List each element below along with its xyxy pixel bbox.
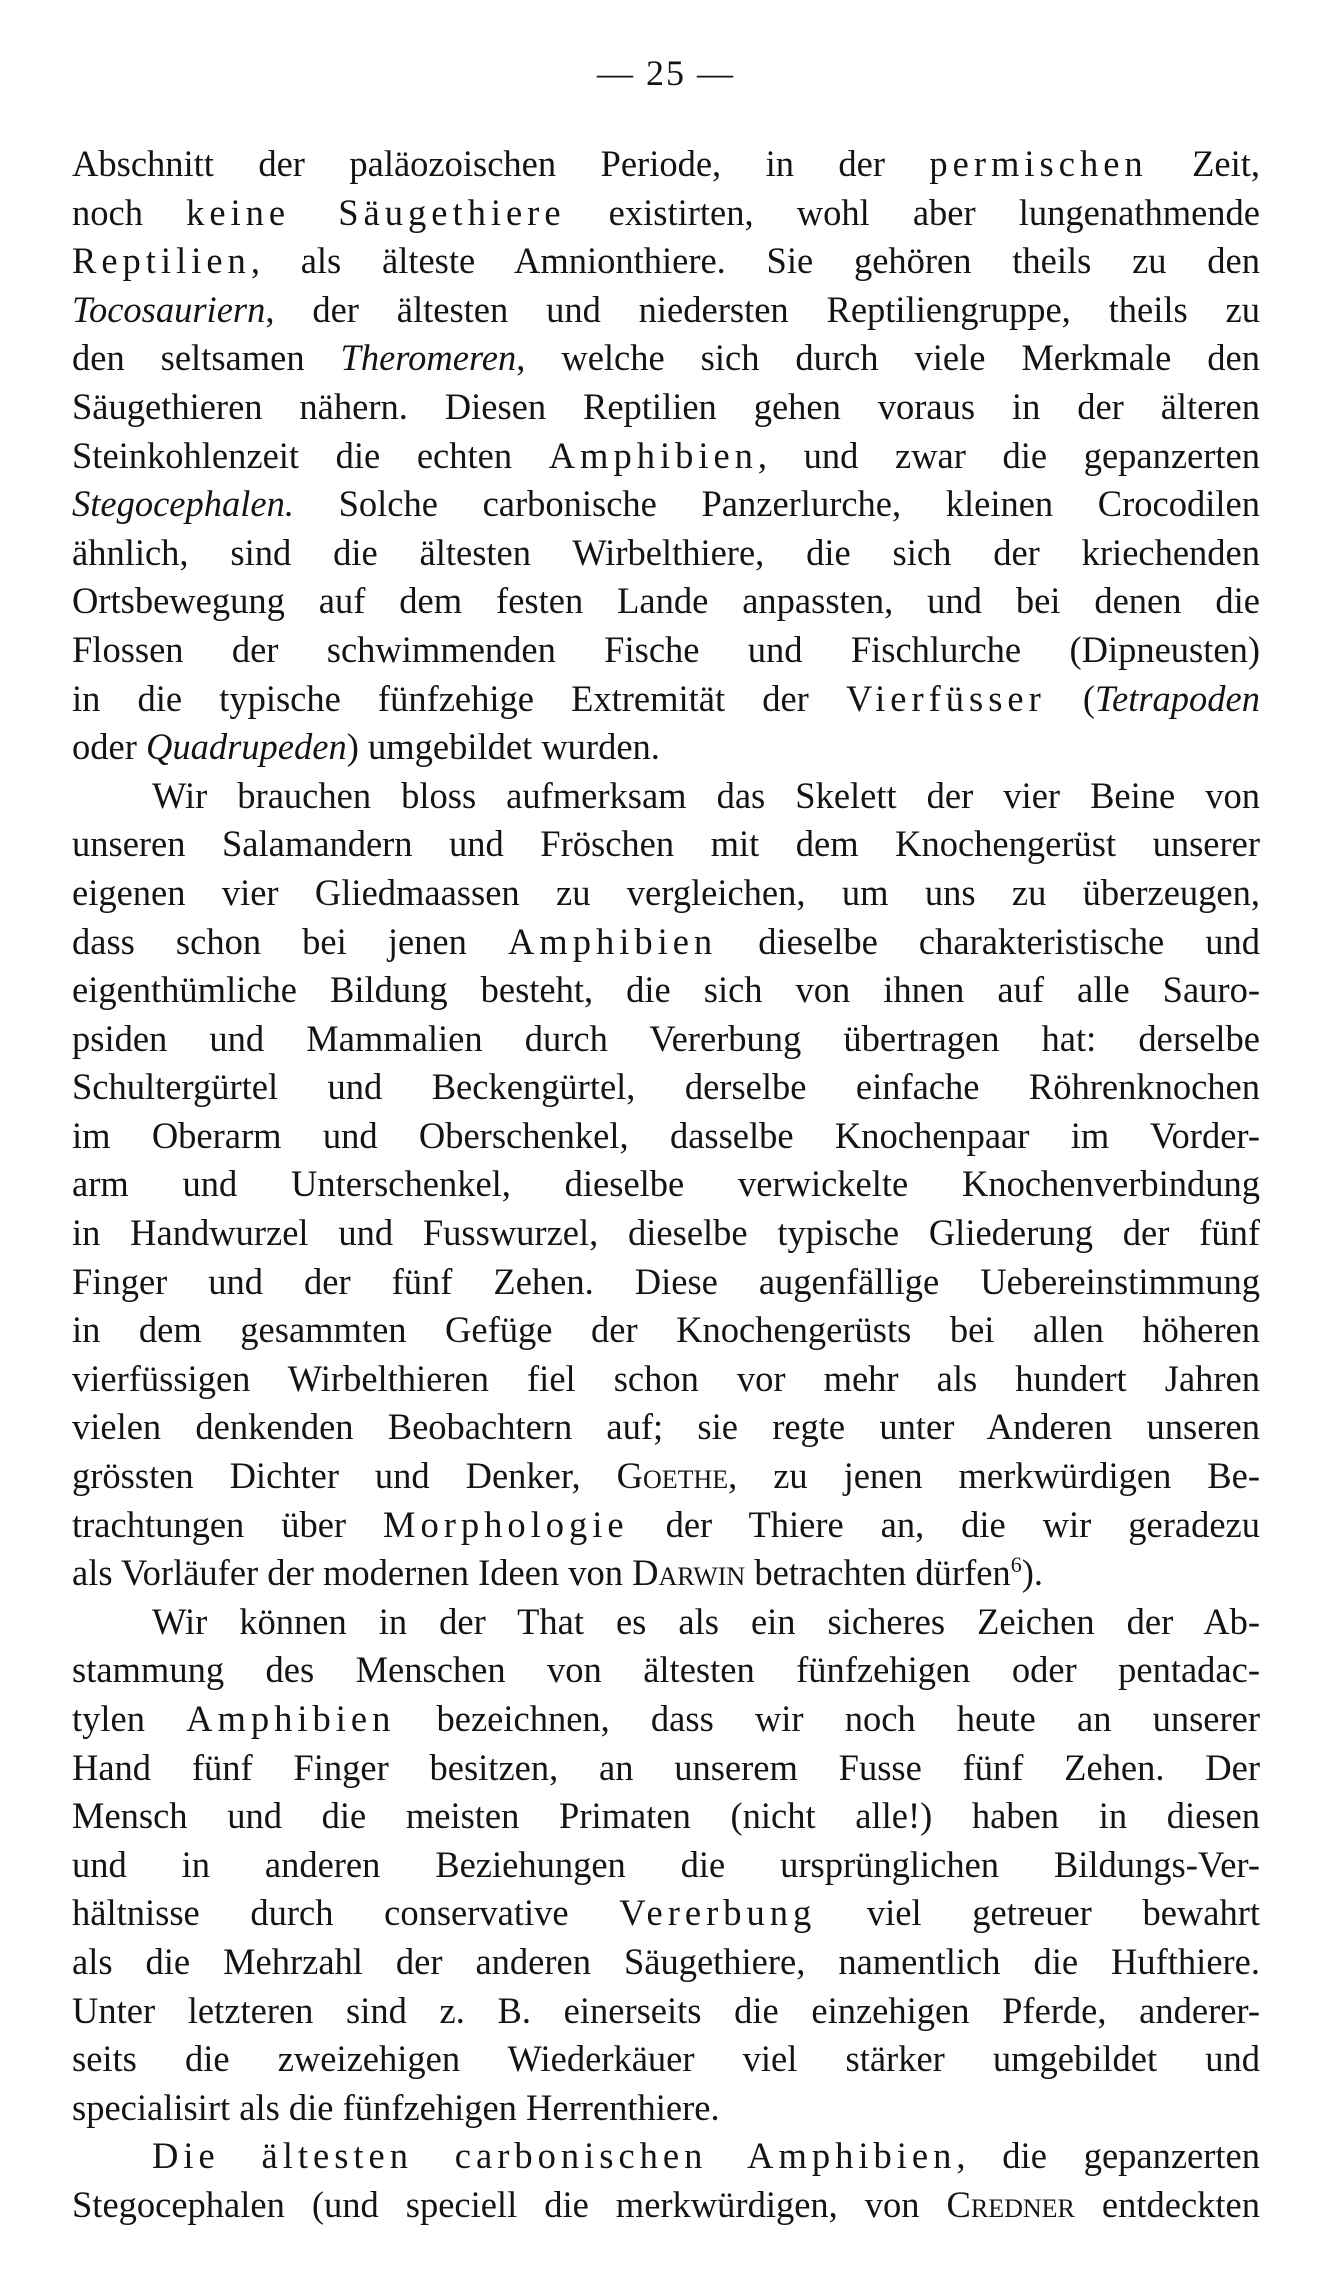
text-run: Mensch und die meisten Primaten (nicht alle!) haben in diesen: [72, 1795, 1260, 1837]
text-run: viel getreuer bewahrt: [816, 1892, 1260, 1934]
text-line: [72, 1306, 1260, 1355]
text-run: seits die zweizehigen Wiederkäuer viel stärker umgebildet und: [72, 2038, 1260, 2080]
paragraph: [72, 1598, 1260, 2133]
text-run: Amphibien: [186, 1698, 396, 1739]
text-run: hältnisse durch conservative: [72, 1892, 620, 1934]
text-line: [72, 1549, 1260, 1598]
text-line: [72, 1501, 1260, 1550]
text-line: [72, 334, 1260, 383]
text-run: entdeckten: [1074, 2183, 1260, 2225]
text-line: [72, 1792, 1260, 1841]
paragraph: [72, 140, 1260, 772]
text-line: [72, 432, 1260, 481]
text-run: als die Mehrzahl der anderen Säugethiere, namentlich die Hufthiere.: [72, 1940, 1260, 1982]
text-run: , die gepanzerten: [956, 2135, 1261, 2177]
text-run: , als älteste Amnionthiere. Sie gehören theils zu den: [250, 240, 1260, 282]
text-run: , welche sich durch viele Merkmale den: [516, 337, 1260, 379]
text-run: keine Säugethiere: [186, 191, 566, 233]
text-line: [72, 626, 1260, 675]
text-line: [72, 772, 1260, 821]
body-text: [72, 140, 1260, 2230]
text-line: [72, 1889, 1260, 1938]
text-run: , und zwar die gepanzerten: [757, 434, 1260, 476]
text-line: [72, 140, 1260, 189]
text-run: Die ältesten carbonischen Amphibien: [152, 2135, 957, 2177]
text-line: [72, 2084, 1260, 2133]
text-run: Darwin: [632, 1552, 746, 1594]
text-line: [72, 820, 1260, 869]
text-run: Ortsbewegung auf dem festen Lande anpassten, und bei denen die: [72, 580, 1260, 622]
text-run: dieselbe charakteristische und: [717, 920, 1260, 962]
text-run: Unter letzteren sind z. B. einerseits die einzehigen Pferde, anderer-: [72, 1989, 1260, 2031]
text-line: [72, 1938, 1260, 1987]
text-run: eigenthümliche Bildung besteht, die sich von ihnen auf alle Sauro-: [72, 969, 1260, 1011]
text-run: Amphibien: [507, 920, 718, 962]
text-run: als Vorläufer der modernen Ideen von: [72, 1552, 633, 1594]
text-run: arm und Unterschenkel, dieselbe verwickelte Knochenverbindung: [72, 1163, 1260, 1205]
text-run: Zeit,: [1147, 143, 1260, 184]
paragraph: [72, 2132, 1260, 2229]
text-run: bezeichnen, dass wir noch heute an unserer: [395, 1698, 1260, 1739]
text-run: existirten, wohl aber lungenathmende: [565, 191, 1260, 233]
text-run: Hand fünf Finger besitzen, an unserem Fusse fünf Zehen. Der: [72, 1746, 1260, 1788]
text-line: [72, 1112, 1260, 1161]
text-line: [72, 480, 1260, 529]
text-run: Solche carbonische Panzerlurche, kleinen Crocodilen: [293, 483, 1260, 525]
text-line: [72, 1209, 1260, 1258]
text-run: Flossen der schwimmenden Fische und Fischlurche (Dipneusten): [72, 628, 1260, 670]
text-line: [72, 1160, 1260, 1209]
text-run: vielen denkenden Beobachtern auf; sie regte unter Anderen unseren: [72, 1406, 1260, 1448]
text-line: [72, 1841, 1260, 1890]
text-line: [72, 189, 1260, 238]
text-run: in dem gesammten Gefüge der Knochengerüsts bei allen höheren: [72, 1309, 1260, 1351]
text-line: [72, 1987, 1260, 2036]
text-run: Reptilien: [72, 240, 251, 282]
text-line: [72, 529, 1260, 578]
text-run: in die typische fünfzehige Extremität der: [72, 677, 846, 719]
text-run: Schultergürtel und Beckengürtel, derselbe einfache Röhrenknochen: [72, 1066, 1260, 1108]
text-run: trachtungen über: [72, 1503, 384, 1545]
text-run: in Handwurzel und Fusswurzel, dieselbe typische Gliederung der fünf: [72, 1212, 1260, 1254]
text-line: [72, 1744, 1260, 1793]
text-run: Tetrapoden: [1095, 677, 1260, 719]
text-run: Theromeren: [340, 337, 517, 379]
text-line: [72, 1403, 1260, 1452]
text-run: Steinkohlenzeit die echten: [72, 434, 549, 476]
text-run: (: [1045, 677, 1096, 719]
text-run: unseren Salamandern und Fröschen mit dem Knochengerüst unserer: [72, 823, 1260, 865]
text-run: Quadrupeden: [145, 726, 347, 768]
text-line: [72, 2035, 1260, 2084]
text-line: [72, 1015, 1260, 1064]
text-line: [72, 966, 1260, 1015]
text-run: Säugethieren nähern. Diesen Reptilien gehen voraus in der älteren: [72, 385, 1260, 427]
text-run: ähnlich, sind die ältesten Wirbelthiere, die sich der kriechenden: [72, 531, 1260, 573]
text-run: Wir können in der That es als ein sicheres Zeichen der Ab-: [152, 1600, 1260, 1642]
text-run: Goethe: [616, 1455, 729, 1497]
text-run: Morphologie: [383, 1503, 629, 1545]
text-run: der Thiere an, die wir geradezu: [628, 1503, 1260, 1545]
text-line: [72, 1695, 1260, 1744]
text-line: [72, 1646, 1260, 1695]
text-run: oder: [72, 726, 146, 768]
text-run: betrachten dürfen: [745, 1552, 1011, 1594]
text-run: Credner: [946, 2183, 1075, 2225]
text-run: noch: [72, 191, 187, 233]
text-run: permischen: [929, 143, 1148, 184]
text-line: [72, 286, 1260, 335]
text-line: [72, 869, 1260, 918]
text-run: specialisirt als die fünfzehigen Herrenthiere.: [72, 2086, 720, 2128]
text-run: eigenen vier Gliedmaassen zu vergleichen, um uns zu überzeugen,: [72, 871, 1260, 913]
page-number: — 25 —: [597, 53, 735, 93]
text-run: Tocosauriern: [72, 288, 266, 330]
text-line: [72, 2132, 1260, 2181]
text-run: Vierfüsser: [845, 677, 1046, 719]
text-line: [72, 2181, 1260, 2230]
text-run: ).: [1021, 1552, 1043, 1594]
text-run: Wir brauchen bloss aufmerksam das Skelett der vier Beine von: [152, 774, 1260, 816]
text-line: [72, 383, 1260, 432]
text-line: [72, 1063, 1260, 1112]
text-run: Vererbung: [619, 1892, 817, 1934]
text-run: ) umgebildet wurden.: [346, 726, 660, 768]
text-run: und in anderen Beziehungen die ursprünglichen Bildungs-Ver-: [72, 1843, 1260, 1885]
text-run: tylen: [72, 1698, 187, 1739]
text-line: [72, 1598, 1260, 1647]
text-line: [72, 237, 1260, 286]
text-run: grössten Dichter und Denker,: [72, 1455, 617, 1497]
text-run: den seltsamen: [72, 337, 341, 379]
text-run: Finger und der fünf Zehen. Diese augenfällige Uebereinstimmung: [72, 1260, 1260, 1302]
text-line: [72, 918, 1260, 967]
text-run: , zu jenen merkwürdigen Be-: [728, 1455, 1260, 1497]
text-run: im Oberarm und Oberschenkel, dasselbe Knochenpaar im Vorder-: [72, 1114, 1260, 1156]
text-run: vierfüssigen Wirbelthieren fiel schon vor mehr als hundert Jahren: [72, 1357, 1260, 1399]
footnote-ref: 6: [1010, 1552, 1022, 1578]
text-run: Stegocephalen (und speciell die merkwürdigen, von: [72, 2183, 947, 2225]
text-run: dass schon bei jenen: [72, 920, 508, 962]
paragraph: [72, 772, 1260, 1598]
text-line: [72, 675, 1260, 724]
text-line: [72, 1258, 1260, 1307]
text-line: [72, 577, 1260, 626]
text-run: psiden und Mammalien durch Vererbung übertragen hat: derselbe: [72, 1017, 1260, 1059]
text-line: [72, 723, 1260, 772]
text-line: [72, 1452, 1260, 1501]
text-run: Stegocephalen.: [72, 483, 294, 525]
text-run: stammung des Menschen von ältesten fünfzehigen oder pentadac-: [72, 1649, 1260, 1691]
text-run: Amphibien: [548, 434, 758, 476]
text-run: Abschnitt der paläozoischen Periode, in der: [72, 143, 930, 184]
text-line: [72, 1355, 1260, 1404]
text-run: , der ältesten und niedersten Reptiliengruppe, theils zu: [265, 288, 1260, 330]
